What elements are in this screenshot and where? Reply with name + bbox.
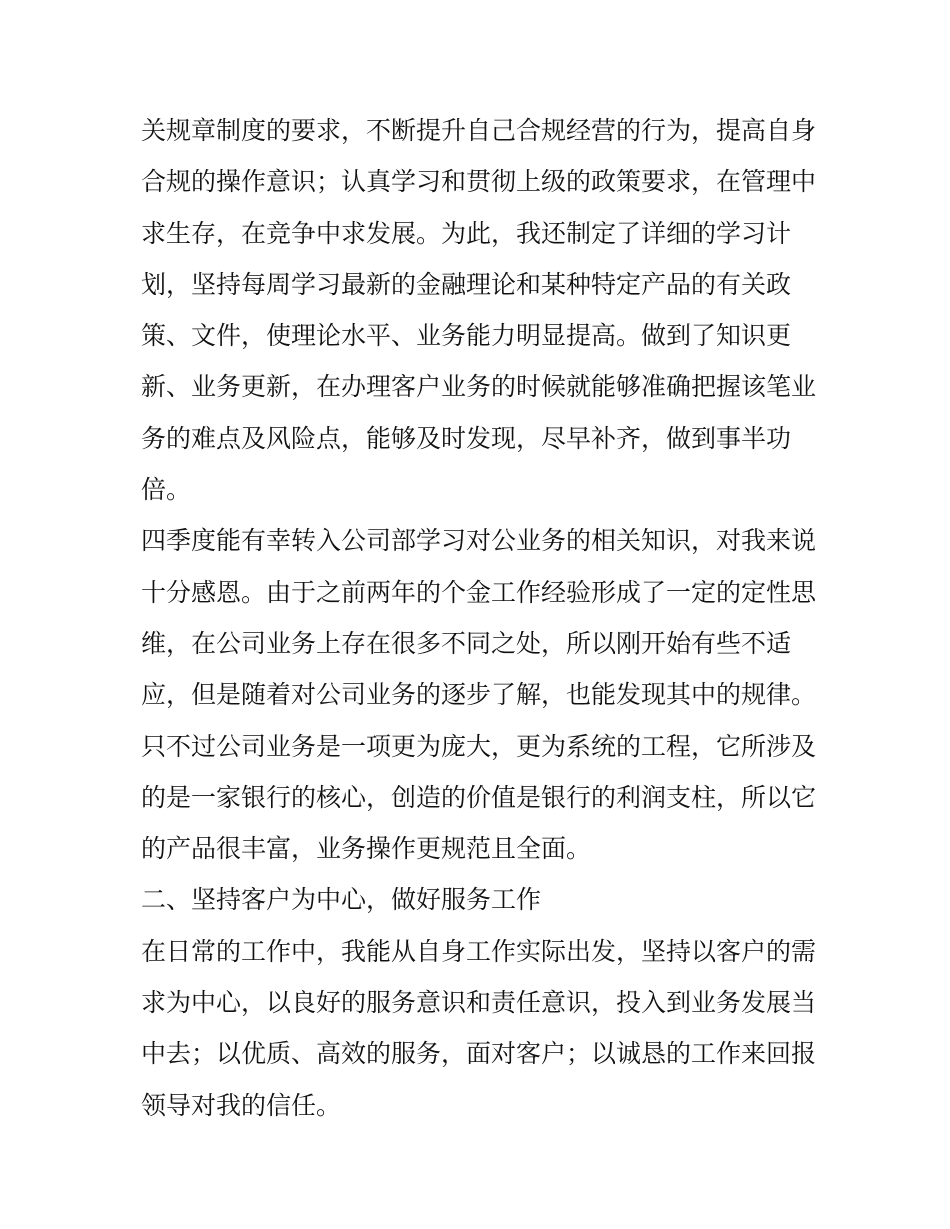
paragraph-line: 关规章制度的要求，不断提升自己合规经营的行为，提高自身: [141, 116, 817, 145]
paragraph-line: 中去；以优质、高效的服务，面对客户；以诚恳的工作来回报: [141, 1039, 817, 1069]
paragraph-line: 的产品很丰富，业务操作更规范且全面。: [141, 834, 592, 864]
section-heading: 二、坚持客户为中心，做好服务工作: [141, 885, 542, 915]
paragraph-line: 策、文件，使理论水平、业务能力明显提高。做到了知识更: [141, 321, 792, 351]
paragraph-line: 十分感恩。由于之前两年的个金工作经验形成了一定的定性思: [141, 577, 817, 607]
document-page: [141, 105, 821, 1131]
paragraph-line: 新、业务更新，在办理客户业务的时候就能够准确把握该笔业: [141, 372, 817, 402]
paragraph-line: 应，但是随着对公司业务的逐步了解，也能发现其中的规律。: [141, 680, 817, 710]
paragraph-line: 四季度能有幸转入公司部学习对公业务的相关知识，对我来说: [141, 526, 817, 556]
paragraph-line: 在日常的工作中，我能从自身工作实际出发，坚持以客户的需: [141, 936, 817, 966]
paragraph-line: 维，在公司业务上存在很多不同之处，所以刚开始有些不适: [141, 628, 792, 658]
paragraph-line: 求为中心，以良好的服务意识和责任意识，投入到业务发展当: [141, 988, 817, 1018]
paragraph-line: 领导对我的信任。: [141, 1090, 342, 1120]
paragraph-line: 的是一家银行的核心，创造的价值是银行的利润支柱，所以它: [141, 782, 817, 812]
paragraph-line: 只不过公司业务是一项更为庞大，更为系统的工程，它所涉及: [141, 731, 817, 761]
paragraph-line: 务的难点及风险点，能够及时发现，尽早补齐，做到事半功: [141, 423, 792, 453]
paragraph-line: 倍。: [141, 475, 192, 505]
paragraph-line: 合规的操作意识；认真学习和贯彻上级的政策要求，在管理中: [141, 167, 817, 197]
paragraph-line: 求生存，在竞争中求发展。为此，我还制定了详细的学习计: [141, 218, 792, 248]
paragraph-line: 划，坚持每周学习最新的金融理论和某种特定产品的有关政: [141, 269, 792, 299]
